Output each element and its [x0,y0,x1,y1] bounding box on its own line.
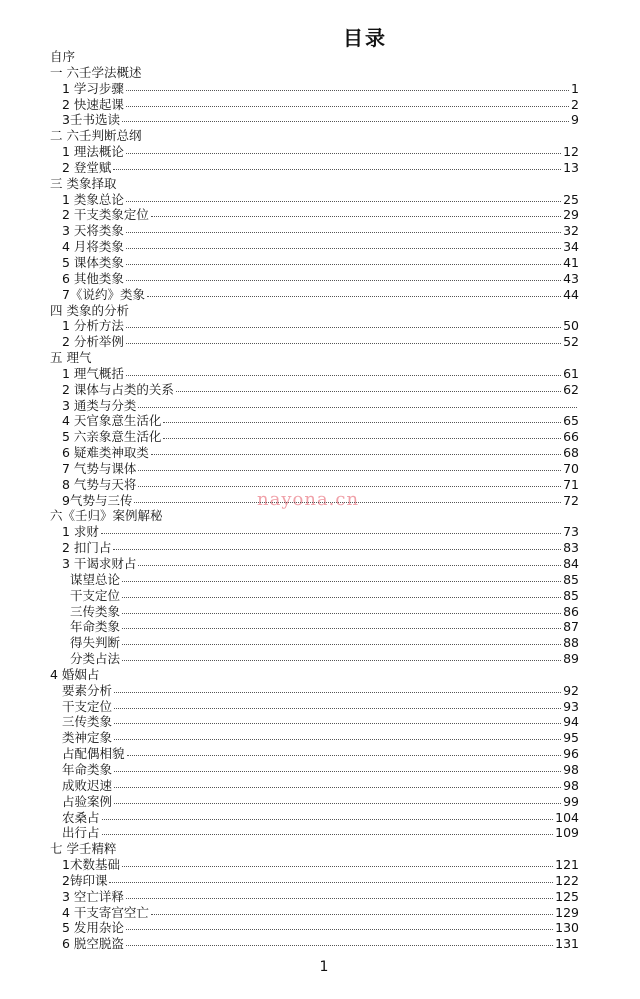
toc-entry[interactable] [0,398,640,414]
toc-dot-leader [126,201,577,202]
toc-dot-leader [122,597,577,598]
toc-entry[interactable] [0,794,640,810]
toc-entry-title: 三传类象 [70,603,121,619]
toc-entry-title: 类神定象 [62,730,113,746]
toc-entry[interactable] [0,683,640,699]
toc-entry-page: 83 [563,540,579,556]
toc-entry-page: 2 [571,96,579,112]
toc-dot-leader [114,739,577,740]
toc-entry-title: 占配偶相貌 [62,746,125,762]
toc-entry[interactable] [0,873,640,889]
toc-entry-title: 4 婚姻占 [50,666,100,682]
page-title: 目录 [343,26,387,50]
toc-dot-leader [127,755,577,756]
toc-entry-page: 85 [563,587,579,603]
toc-entry-page: 44 [563,286,579,302]
toc-entry[interactable] [0,825,640,841]
watermark: nayona.cn [257,489,360,510]
toc-entry[interactable] [0,889,640,905]
toc-dot-leader [138,470,577,471]
toc-entry-title: 3壬书选读 [62,112,120,128]
toc-dot-leader [138,486,577,487]
toc-dot-leader [114,692,577,693]
toc-entry-page: 62 [563,381,579,397]
toc-entry-page: 93 [563,698,579,714]
toc-entry[interactable] [0,287,640,303]
toc-entry[interactable] [0,49,640,65]
toc-entry[interactable] [0,572,640,588]
toc-entry-title: 4 天官象意生活化 [62,413,162,429]
toc-dot-leader [134,502,577,503]
toc-entry-title: 1 求财 [62,524,99,540]
toc-entry-page: 95 [563,730,579,746]
toc-entry-title: 6 脱空脱盗 [62,936,124,952]
toc-entry-title: 2 课体与占类的关系 [62,381,174,397]
toc-entry-page: 109 [555,825,579,841]
toc-entry[interactable] [0,841,640,857]
toc-entry[interactable] [0,699,640,715]
toc-entry-title: 出行占 [62,825,100,841]
toc-entry-page: 130 [555,920,579,936]
toc-entry[interactable] [0,524,640,540]
toc-entry-page: 98 [563,761,579,777]
toc-entry-title: 成败迟速 [62,777,113,793]
toc-entry[interactable] [0,366,640,382]
toc-entry[interactable] [0,667,640,683]
toc-dot-leader [113,169,577,170]
toc-entry[interactable] [0,556,640,572]
toc-entry[interactable] [0,810,640,826]
toc-entry-page: 129 [555,904,579,920]
toc-entry-title: 农桑占 [62,809,100,825]
toc-dot-leader [114,723,577,724]
toc-entry[interactable] [0,112,640,128]
toc-entry-title: 谋望总论 [70,571,121,587]
toc-entry-title: 干支定位 [70,587,121,603]
toc-entry-page: 1 [571,80,579,96]
toc-entry[interactable] [0,540,640,556]
toc-entry-title: 3 干谒求财占 [62,556,137,571]
toc-dot-leader [151,216,577,217]
toc-entry-title: 占验案例 [62,793,113,809]
toc-dot-leader [126,264,577,265]
toc-entry[interactable] [0,508,640,524]
toc-entry-title: 三传类象 [62,714,113,730]
toc-entry[interactable] [0,588,640,604]
toc-entry-title: 七 学壬精粹 [50,841,117,857]
toc-entry-title: 5 六亲象意生活化 [62,429,162,445]
toc-entry-title: 分类占法 [70,651,121,667]
toc-entry-page: 68 [563,445,579,461]
toc-entry-page: 85 [563,571,579,587]
toc-entry-page: 65 [563,413,579,429]
toc-entry-page: 88 [563,635,579,651]
toc-entry[interactable] [0,144,640,160]
toc-dot-leader [163,422,577,423]
toc-entry-title: 一 六壬学法概述 [50,64,142,80]
toc-dot-leader [122,866,577,867]
toc-entry[interactable] [0,239,640,255]
toc-entry-title: 4 月将类象 [62,239,124,255]
toc-entry-page: 98 [563,777,579,793]
toc-entry[interactable] [0,160,640,176]
toc-entry-title: 4 干支寄宫空亡 [62,904,149,920]
toc-dot-leader [151,914,577,915]
toc-entry-title: 2铸印课 [62,872,108,888]
toc-entry[interactable] [0,350,640,366]
toc-dot-leader [126,232,577,233]
toc-entry[interactable] [0,762,640,778]
toc-dot-leader [147,296,577,297]
toc-entry[interactable] [0,651,640,667]
toc-entry-page: 121 [555,857,579,873]
toc-entry[interactable] [0,255,640,271]
toc-entry-title: 7《说约》类象 [62,286,145,302]
toc-entry[interactable] [0,303,640,319]
toc-entry-title: 自序 [50,49,76,64]
toc-entry[interactable] [0,730,640,746]
toc-entry-title: 年命类象 [62,761,113,777]
toc-entry[interactable] [0,445,640,461]
toc-entry-page: 87 [563,619,579,635]
toc-entry-title: 5 发用杂论 [62,920,124,936]
toc-entry-title: 3 通类与分类 [62,397,137,413]
toc-entry[interactable] [0,920,640,936]
toc-entry-title: 2 分析举例 [62,334,124,350]
toc-dot-leader [122,628,577,629]
toc-dot-leader [126,248,577,249]
toc-dot-leader [138,565,577,566]
toc-entry-title: 1 理气概括 [62,365,124,381]
toc-entry-page: 50 [563,318,579,334]
toc-entry-page: 29 [563,207,579,223]
toc-entry[interactable] [0,192,640,208]
toc-dot-leader [126,375,577,376]
toc-dot-leader [138,407,577,408]
toc-entry-page: 86 [563,603,579,619]
toc-entry[interactable] [0,746,640,762]
toc-entry-page: 12 [563,144,579,160]
toc-entry[interactable] [0,857,640,873]
toc-entry-page: 131 [555,936,579,952]
toc-entry[interactable] [0,318,640,334]
toc-entry-page: 34 [563,239,579,255]
toc-dot-leader [122,644,577,645]
toc-entry-title: 得失判断 [70,635,121,651]
toc-entry[interactable] [0,271,640,287]
toc-entry-page: 71 [563,476,579,492]
toc-entry-title: 1 类象总论 [62,191,124,207]
toc-entry-title: 年命类象 [70,619,121,635]
toc-entry-page: 122 [555,872,579,888]
toc-entry-title: 三 类象择取 [50,175,117,191]
toc-entry-title: 9气势与三传 [62,492,133,508]
toc-entry-title: 1 学习步骤 [62,80,124,96]
toc-dot-leader [126,153,577,154]
toc-entry-page: 70 [563,460,579,476]
toc-entry-title: 2 扣门占 [62,540,112,556]
toc-entry[interactable] [0,413,640,429]
toc-entry-title: 3 天将类象 [62,223,124,239]
toc-entry[interactable] [0,128,640,144]
toc-dot-leader [122,581,577,582]
toc-entry[interactable] [0,778,640,794]
toc-dot-leader [126,90,577,91]
toc-entry[interactable] [0,65,640,81]
toc-dot-leader [126,343,577,344]
toc-entry-page: 52 [563,334,579,350]
toc-entry[interactable] [0,714,640,730]
toc-entry[interactable] [0,97,640,113]
toc-dot-leader [126,280,577,281]
toc-entry-title: 6 疑难类神取类 [62,445,149,461]
toc-entry-page: 61 [563,365,579,381]
toc-dot-leader [113,549,577,550]
toc-entry-title: 四 类象的分析 [50,302,129,318]
toc-entry-title: 7 气势与课体 [62,460,137,476]
toc-dot-leader [114,708,577,709]
toc-entry[interactable] [0,382,640,398]
toc-entry-title: 2 登堂赋 [62,159,112,175]
toc-dot-leader [114,787,577,788]
toc-dot-leader [122,121,577,122]
toc-dot-leader [126,327,577,328]
toc-dot-leader [176,391,577,392]
toc-dot-leader [126,945,577,946]
toc-entry-page: 43 [563,270,579,286]
page-number: 1 [319,959,329,975]
toc-entry[interactable] [0,429,640,445]
toc-dot-leader [122,660,577,661]
toc-dot-leader [101,533,577,534]
toc-entry-page: 104 [555,809,579,825]
toc-dot-leader [163,438,577,439]
toc-entry-title: 5 课体类象 [62,254,124,270]
toc-entry-title: 1 理法概论 [62,144,124,160]
toc-entry[interactable] [0,176,640,192]
toc-entry-title: 3 空亡详释 [62,888,124,904]
toc-entry-page: 84 [563,556,579,571]
toc-entry[interactable] [0,936,640,952]
toc-entry[interactable] [0,223,640,239]
toc-entry-page: 66 [563,429,579,445]
toc-entry-page: 13 [563,159,579,175]
toc-entry-page: 96 [563,746,579,762]
toc-entry-page: 125 [555,888,579,904]
toc-entry-title: 六《壬归》案例解秘 [50,508,163,524]
toc-entry[interactable] [0,81,640,97]
toc-dot-leader [109,882,577,883]
toc-entry[interactable] [0,635,640,651]
toc-dot-leader [151,454,577,455]
toc-entry-page: 92 [563,682,579,698]
toc-entry-page: 25 [563,191,579,207]
toc-entry-page: 41 [563,254,579,270]
toc-entry-page: 9 [571,112,579,128]
toc-entry-title: 1术数基础 [62,857,120,873]
toc-entry-page: 73 [563,524,579,540]
toc-dot-leader [102,834,577,835]
toc-entry-title: 二 六壬判断总纲 [50,128,142,144]
toc-entry-page: 94 [563,714,579,730]
toc-entry-title: 8 气势与天将 [62,476,137,492]
toc-entry[interactable] [0,905,640,921]
toc-entry-page: 99 [563,793,579,809]
toc-entry-title: 五 理气 [50,350,92,366]
toc-entry[interactable] [0,334,640,350]
toc-entry-title: 6 其他类象 [62,270,124,286]
toc-dot-leader [102,819,577,820]
toc-entry-title: 1 分析方法 [62,318,124,334]
toc-entry[interactable] [0,207,640,223]
toc-dot-leader [126,106,577,107]
toc-entry-title: 要素分析 [62,682,113,698]
toc-entry-title: 2 干支类象定位 [62,207,149,223]
toc-dot-leader [122,613,577,614]
toc-entry-page: 32 [563,223,579,239]
toc-entry[interactable] [0,619,640,635]
toc-entry[interactable] [0,461,640,477]
toc-entry-title: 干支定位 [62,698,113,714]
toc-dot-leader [114,771,577,772]
toc-entry[interactable] [0,604,640,620]
toc-dot-leader [126,929,577,930]
toc-dot-leader [126,898,577,899]
toc-entry-page: 72 [563,492,579,508]
toc-entry-page: 89 [563,651,579,667]
toc-dot-leader [114,803,577,804]
toc-entry-title: 2 快速起课 [62,96,124,112]
